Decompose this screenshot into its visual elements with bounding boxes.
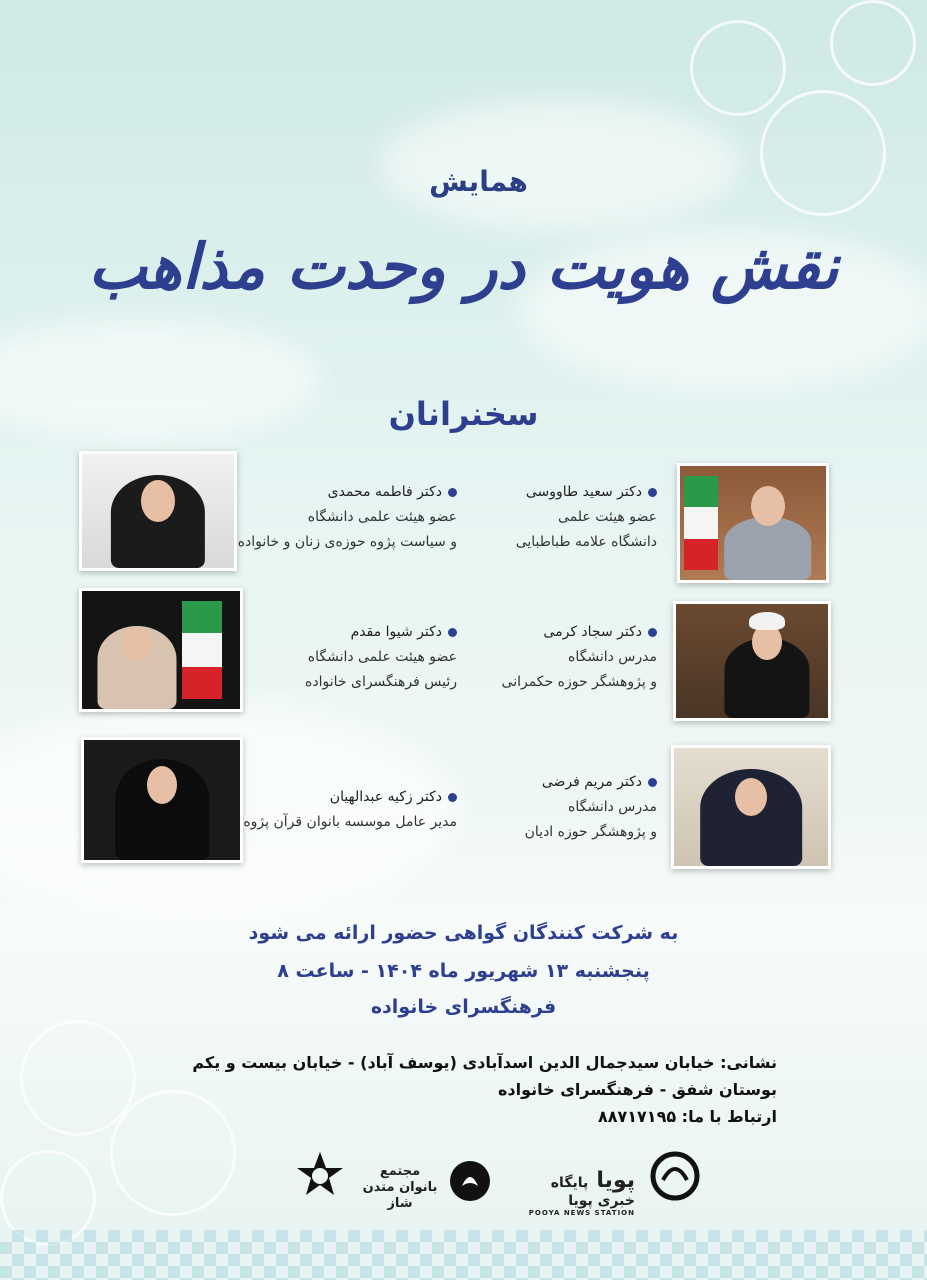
bullet-icon	[648, 488, 657, 497]
swirl-icon	[649, 1150, 701, 1202]
address-line: بوستان شفق - فرهنگسرای خانواده	[497, 1080, 777, 1099]
certificate-note: به شرکت کنندگان گواهی حضور ارائه می شود	[248, 922, 679, 944]
speaker-info	[227, 480, 457, 555]
event-title: نقش هویت در وحدت مذاهب	[88, 230, 839, 303]
speaker-photo	[673, 601, 831, 721]
speaker-photo	[677, 463, 829, 583]
contact-phone: ارتباط با ما: ۸۸۷۱۷۱۹۵	[597, 1107, 777, 1126]
vine-ornament	[830, 0, 916, 86]
speaker-info	[227, 620, 457, 695]
municipality-logo	[290, 1150, 350, 1207]
speaker-name: دکتر زکیه عبدالهیان	[329, 789, 442, 805]
women-complex-emblem	[445, 1158, 495, 1207]
speaker-title: عضو هیئت علمی	[558, 509, 657, 525]
speakers-heading: سخنرانان	[388, 395, 539, 433]
speaker-affiliation: رئیس فرهنگسرای خانواده	[305, 674, 457, 690]
star-emblem-icon	[293, 1150, 347, 1204]
speaker-name: دکتر سجاد کرمی	[543, 624, 642, 640]
speaker-title: مدرس دانشگاه	[568, 649, 657, 665]
speaker-title: مدرس دانشگاه	[568, 799, 657, 815]
speaker-photo	[671, 745, 831, 869]
bullet-icon	[648, 778, 657, 787]
bottom-pattern	[0, 1230, 927, 1280]
speaker-name: دکتر شیوا مقدم	[350, 624, 442, 640]
pouya-news-en: POOYA NEWS STATION	[528, 1209, 635, 1217]
leaf-icon	[447, 1158, 493, 1204]
pouya-emblem-logo	[640, 1150, 710, 1205]
speaker-name: دکتر مریم فرضی	[541, 774, 642, 790]
pouya-news-label: پایگاه خبری پویا	[550, 1175, 635, 1209]
speaker-name: دکتر فاطمه محمدی	[327, 484, 442, 500]
event-datetime: پنجشنبه ۱۳ شهریور ماه ۱۴۰۴ - ساعت ۸	[277, 960, 650, 982]
speaker-photo	[79, 588, 243, 712]
speaker-name: دکتر سعید طاووسی	[525, 484, 642, 500]
women-complex-logo: مجتمع بانوان متدن شاز	[362, 1164, 438, 1211]
speaker-title: مدیر عامل موسسه بانوان قرآن پژوه	[243, 814, 457, 830]
speaker-photo	[79, 451, 237, 571]
speaker-title: عضو هیئت علمی دانشگاه	[307, 509, 457, 525]
speaker-info	[227, 785, 457, 835]
speaker-affiliation: و سیاست پژوه حوزه‌ی زنان و خانواده	[237, 534, 457, 550]
speaker-affiliation: دانشگاه علامه طباطبایی	[515, 534, 657, 550]
bullet-icon	[448, 793, 457, 802]
sponsor-logos	[290, 1150, 710, 1240]
address-line: نشانی: خیابان سیدجمال الدین اسدآبادی (یوسف آباد) - خیابان بیست و یکم	[192, 1053, 777, 1072]
event-venue: فرهنگسرای خانواده	[370, 996, 557, 1018]
speaker-photo	[81, 737, 243, 863]
bullet-icon	[648, 628, 657, 637]
vine-ornament	[690, 20, 786, 116]
speaker-title: عضو هیئت علمی دانشگاه	[307, 649, 457, 665]
pre-title: همایش	[429, 165, 528, 198]
pouya-wordmark: پویا	[596, 1168, 635, 1193]
bullet-icon	[448, 628, 457, 637]
bullet-icon	[448, 488, 457, 497]
pouya-news-logo	[520, 1168, 635, 1217]
speaker-affiliation: و پژوهشگر حوزه ادیان	[524, 824, 657, 840]
speaker-affiliation: و پژوهشگر حوزه حکمرانی	[501, 674, 657, 690]
